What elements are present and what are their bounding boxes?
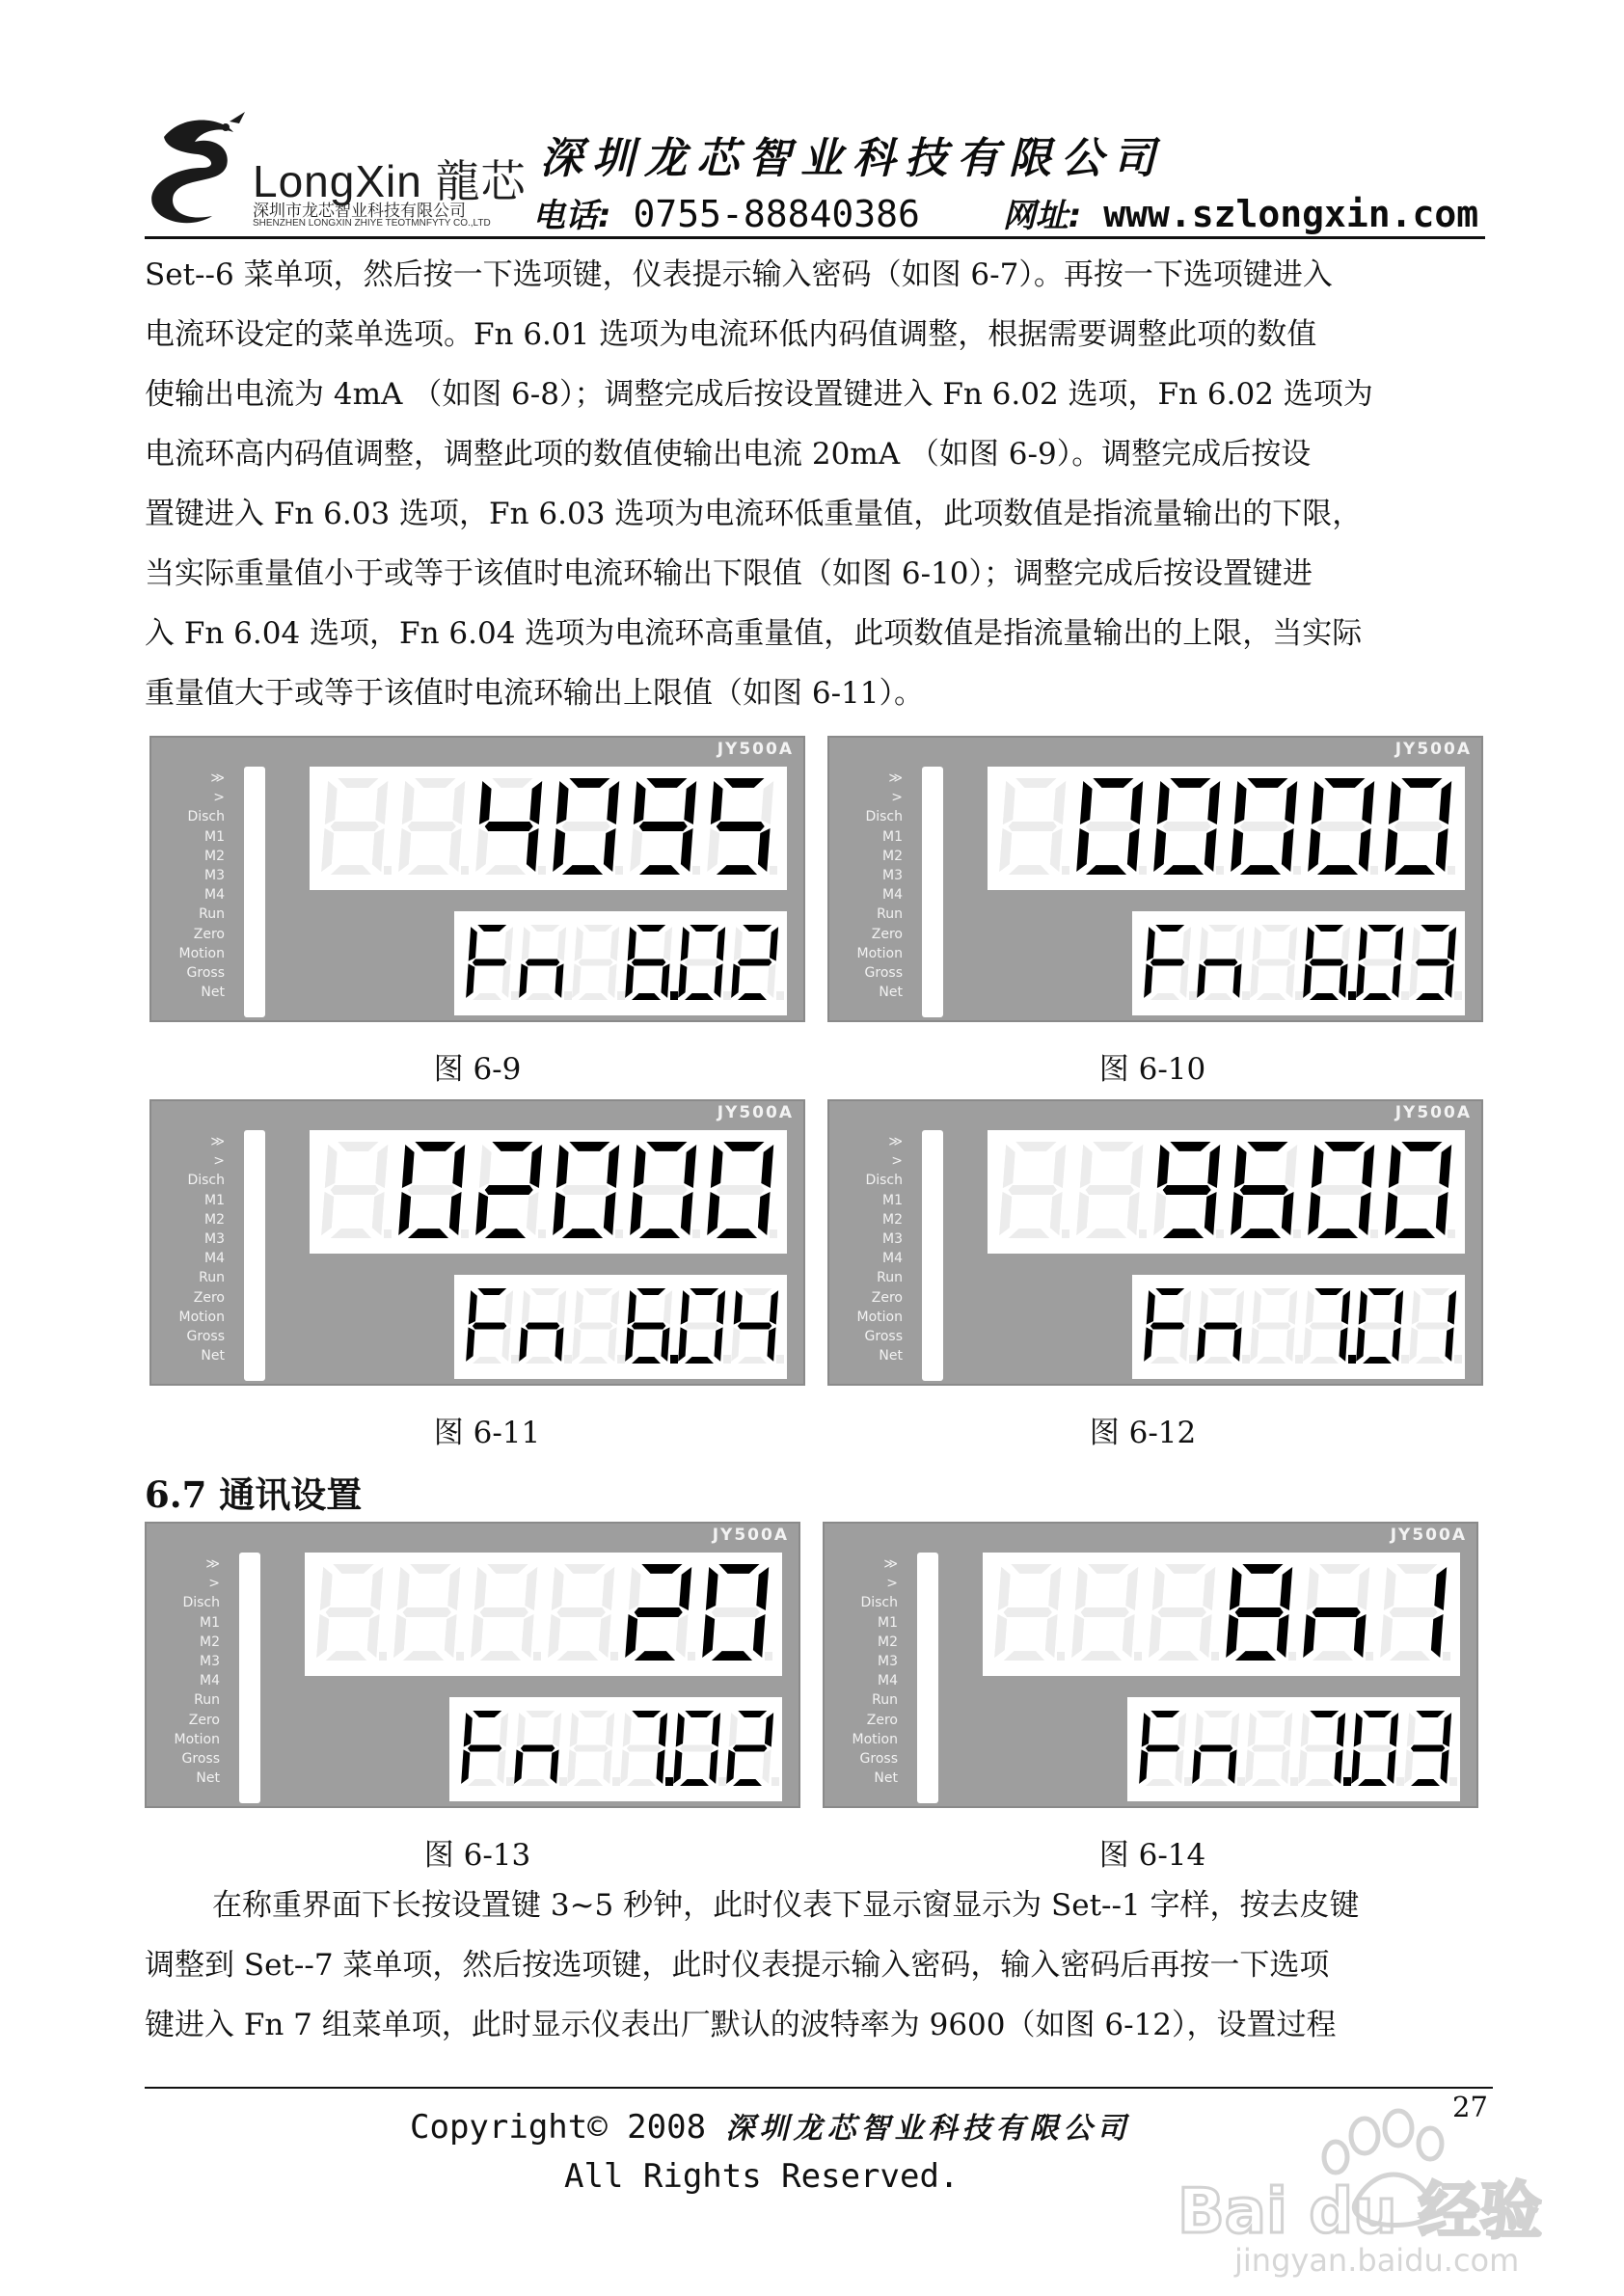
- indicator-label: Gross: [864, 1329, 903, 1345]
- indicator-label: Zero: [866, 1712, 898, 1728]
- indicator-label: M3: [882, 1231, 903, 1248]
- seven-segment-readout: [829, 738, 1483, 1022]
- company-logo: [145, 108, 530, 233]
- paragraph-line: 置键进入 Fn 6.03 选项，Fn 6.03 选项为电流环低重量值，此项数值是指流量输出的下限，: [145, 497, 1363, 531]
- indicator-label: ≫: [883, 1556, 898, 1572]
- paragraph-line: 电流环高内码值调整，调整此项的数值使输出电流 20mA （如图 6-9）。调整完成后按设: [145, 437, 1312, 472]
- indicator-label: M4: [878, 1673, 898, 1689]
- indicator-label: M2: [204, 1211, 225, 1228]
- intro-paragraph: [145, 245, 1493, 723]
- indicator-label: Disch: [182, 1595, 220, 1611]
- indicator-label: ≫: [210, 1134, 225, 1149]
- indicator-label: Net: [879, 985, 903, 1001]
- figure-caption: 图 6-13: [423, 1838, 531, 1873]
- indicator-label: Net: [874, 1770, 898, 1787]
- indicator-label: ≫: [205, 1556, 220, 1572]
- indicator-label: M2: [882, 1211, 903, 1228]
- indicator-label: Zero: [871, 926, 903, 942]
- panel-model-label: JY500A: [1394, 1103, 1472, 1122]
- indicator-label: Disch: [187, 809, 225, 825]
- logo-company-en: SHENZHEN LONGXIN ZHIYE TEOTMNFYTY CO.,LTD: [253, 218, 491, 229]
- indicator-label: Gross: [186, 1329, 225, 1345]
- display-panel-figure: [149, 1099, 805, 1386]
- indicator-label: Zero: [871, 1289, 903, 1306]
- indicator-label: M4: [882, 1251, 903, 1267]
- paragraph-line: 入 Fn 6.04 选项，Fn 6.04 选项为电流环高重量值，此项数值是指流量输出的上限，当实际: [145, 616, 1363, 651]
- indicator-label: Run: [199, 906, 225, 923]
- indicator-label: Run: [877, 1270, 903, 1286]
- panel-model-label: JY500A: [717, 740, 794, 759]
- paragraph-line: 当实际重量值小于或等于该值时电流环输出下限值（如图 6-10）；调整完成后按设置键进: [145, 556, 1313, 591]
- paragraph-line: 使输出电流为 4mA （如图 6-8）；调整完成后按设置键进入 Fn 6.02 选项，Fn 6.02 选项为: [145, 377, 1373, 412]
- indicator-label: M3: [878, 1654, 898, 1670]
- indicator-label: M2: [200, 1634, 220, 1650]
- figure-caption: 图 6-11: [433, 1416, 541, 1450]
- indicator-label: >: [891, 1153, 903, 1170]
- dragon-logo-icon: [145, 108, 251, 233]
- indicator-label: M1: [882, 828, 903, 845]
- indicator-label: M3: [204, 1231, 225, 1248]
- indicator-label: ≫: [888, 770, 903, 786]
- indicator-label: M4: [204, 887, 225, 904]
- indicator-label: M1: [204, 1192, 225, 1208]
- indicator-label: >: [213, 790, 225, 806]
- indicator-label: M2: [878, 1634, 898, 1650]
- indicator-label: Run: [872, 1692, 898, 1709]
- closing-paragraph: [145, 1876, 1493, 2055]
- indicator-label: >: [213, 1153, 225, 1170]
- logo-brand: LongXin 龍芯: [253, 156, 527, 206]
- seven-segment-readout: [151, 1101, 805, 1386]
- display-panel-figure: [827, 736, 1483, 1022]
- website-url[interactable]: www.szlongxin.com: [1103, 193, 1479, 235]
- seven-segment-readout: [147, 1524, 800, 1808]
- indicator-label: >: [886, 1576, 898, 1592]
- display-panel-figure: [823, 1522, 1478, 1808]
- indicator-label: Disch: [865, 1173, 903, 1189]
- indicator-label: Gross: [859, 1751, 898, 1768]
- figure-caption: 图 6-9: [433, 1052, 522, 1087]
- indicator-label: Motion: [178, 945, 225, 961]
- indicator-label: Motion: [856, 945, 903, 961]
- footer-divider: [145, 2087, 1493, 2089]
- indicator-label: Disch: [860, 1595, 898, 1611]
- indicator-label: Net: [196, 1770, 220, 1787]
- indicator-label: M4: [204, 1251, 225, 1267]
- figure-caption: 图 6-12: [1089, 1416, 1197, 1450]
- indicator-label: Zero: [193, 1289, 225, 1306]
- header-divider: [145, 236, 1485, 239]
- indicator-label: M3: [882, 868, 903, 884]
- figure-caption: 图 6-14: [1098, 1838, 1206, 1873]
- paragraph-line: 重量值大于或等于该值时电流环输出上限值（如图 6-11）。: [145, 676, 924, 711]
- indicator-label: M1: [878, 1614, 898, 1631]
- indicator-label: ≫: [210, 770, 225, 786]
- display-panel-figure: [827, 1099, 1483, 1386]
- page-number: 27: [1452, 2091, 1488, 2123]
- indicator-label: Motion: [178, 1309, 225, 1325]
- panel-model-label: JY500A: [1394, 740, 1472, 759]
- indicator-label: Net: [201, 985, 225, 1001]
- indicator-label: Motion: [174, 1731, 220, 1747]
- display-panel-figure: [145, 1522, 800, 1808]
- indicator-label: Motion: [856, 1309, 903, 1325]
- indicator-label: Gross: [864, 965, 903, 982]
- copyright-text: Copyright© 2008: [410, 2108, 707, 2147]
- indicator-label: M1: [200, 1614, 220, 1631]
- website-label: 网址:: [1002, 197, 1082, 235]
- copyright-line: [410, 2104, 1131, 2147]
- indicator-label: M3: [200, 1654, 220, 1670]
- logo-company-cn: 深圳市龙芯智业科技有限公司: [253, 202, 466, 221]
- indicator-label: Run: [877, 906, 903, 923]
- phone-label: 电话:: [532, 197, 611, 235]
- indicator-label: Zero: [188, 1712, 220, 1728]
- display-panel-figure: [149, 736, 805, 1022]
- indicator-label: Net: [879, 1348, 903, 1364]
- paragraph-line: 在称重界面下长按设置键 3~5 秒钟，此时仪表下显示窗显示为 Set--1 字样，按去皮键: [212, 1888, 1360, 1923]
- indicator-label: Run: [194, 1692, 220, 1709]
- indicator-label: M3: [204, 868, 225, 884]
- phone-number: 0755-88840386: [633, 193, 920, 235]
- indicator-label: Disch: [187, 1173, 225, 1189]
- indicator-label: ≫: [888, 1134, 903, 1149]
- indicator-label: M2: [882, 848, 903, 864]
- indicator-label: >: [891, 790, 903, 806]
- indicator-label: Zero: [193, 926, 225, 942]
- seven-segment-readout: [825, 1524, 1478, 1808]
- panel-model-label: JY500A: [717, 1103, 794, 1122]
- paragraph-line: 键进入 Fn 7 组菜单项，此时显示仪表出厂默认的波特率为 9600（如图 6-12），设置过程: [145, 2008, 1337, 2042]
- copyright-company: 深圳龙芯智业科技有限公司: [725, 2112, 1131, 2146]
- indicator-label: Gross: [181, 1751, 220, 1768]
- indicator-label: Gross: [186, 965, 225, 982]
- rights-reserved: All Rights Reserved.: [564, 2157, 960, 2196]
- seven-segment-readout: [829, 1101, 1483, 1386]
- indicator-label: >: [208, 1576, 220, 1592]
- paragraph-line: Set--6 菜单项，然后按一下选项键，仪表提示输入密码（如图 6-7）。再按一下选项键进入: [145, 257, 1333, 292]
- panel-model-label: JY500A: [1390, 1526, 1467, 1545]
- indicator-label: Run: [199, 1270, 225, 1286]
- section-heading: 6.7 通讯设置: [145, 1473, 363, 1516]
- indicator-label: M4: [200, 1673, 220, 1689]
- watermark-url: jingyan.baidu.com: [1234, 2242, 1520, 2279]
- contact-line: [532, 189, 1478, 236]
- company-name: 深圳龙芯智业科技有限公司: [540, 134, 1165, 183]
- figure-caption: 图 6-10: [1098, 1052, 1206, 1087]
- indicator-label: M1: [882, 1192, 903, 1208]
- paragraph-line: 调整到 Set--7 菜单项，然后按选项键，此时仪表提示输入密码，输入密码后再按一下选项: [145, 1948, 1330, 1983]
- indicator-label: M4: [882, 887, 903, 904]
- watermark-brand: Bai du 经验: [1177, 2176, 1542, 2248]
- indicator-label: M1: [204, 828, 225, 845]
- indicator-label: Disch: [865, 809, 903, 825]
- indicator-label: Net: [201, 1348, 225, 1364]
- panel-model-label: JY500A: [712, 1526, 789, 1545]
- seven-segment-readout: [151, 738, 805, 1022]
- paragraph-line: 电流环设定的菜单选项。Fn 6.01 选项为电流环低内码值调整，根据需要调整此项的数值: [145, 317, 1317, 352]
- indicator-label: M2: [204, 848, 225, 864]
- indicator-label: Motion: [852, 1731, 898, 1747]
